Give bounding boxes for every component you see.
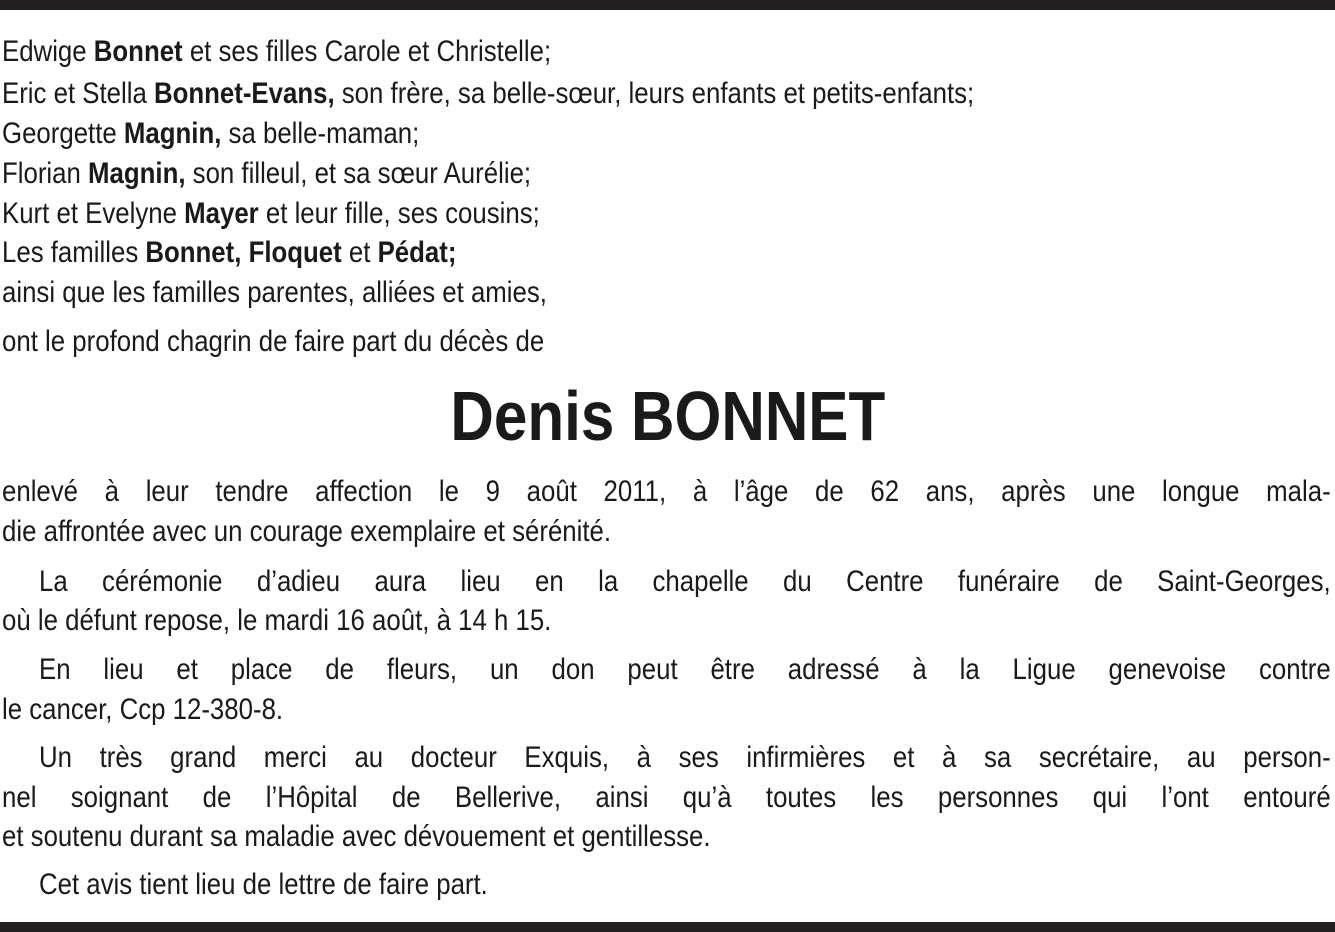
family-line: Florian Magnin, son filleul, et sa sœur Aurélie; (2, 157, 532, 190)
body-line: Un très grand merci au docteur Exquis, à ses infirmières et à sa secrétaire, au person- (38, 741, 1331, 774)
body-line: le cancer, Ccp 12-380-8. (2, 693, 284, 726)
body-line: die affrontée avec un courage exemplaire et sérénité. (2, 515, 612, 548)
family-line: Les familles Bonnet, Floquet et Pédat; (2, 236, 457, 269)
deceased-name: Denis BONNET (450, 377, 885, 455)
family-line: Edwige Bonnet et ses filles Carole et Christelle; (2, 35, 552, 68)
body-line: nel soignant de l’Hôpital de Bellerive, ainsi qu’à toutes les personnes qui l’ont entouré (2, 781, 1331, 814)
family-line: Kurt et Evelyne Mayer et leur fille, ses cousins; (2, 197, 540, 230)
body-line: et soutenu durant sa maladie avec dévouement et gentillesse. (2, 820, 711, 853)
closing-line: Cet avis tient lieu de lettre de faire part. (38, 868, 488, 901)
body-line: En lieu et place de fleurs, un don peut être adressé à la Ligue genevoise contre (38, 653, 1331, 686)
body-line: La cérémonie d’adieu aura lieu en la chapelle du Centre funéraire de Saint-Georges, (38, 565, 1331, 598)
family-line: Eric et Stella Bonnet-Evans, son frère, sa belle-sœur, leurs enfants et petits-enfants; (2, 77, 975, 110)
body-line: où le défunt repose, le mardi 16 août, à 14 h 15. (2, 604, 552, 637)
bottom-rule (0, 922, 1335, 932)
family-line: Georgette Magnin, sa belle-maman; (2, 117, 420, 150)
intro-text: ont le profond chagrin de faire part du décès de (2, 325, 545, 358)
body-line: enlevé à leur tendre affection le 9 août 2011, à l’âge de 62 ans, après une longue mala- (2, 475, 1331, 508)
family-line: ainsi que les familles parentes, alliées et amies, (2, 276, 547, 309)
top-rule (0, 0, 1335, 10)
